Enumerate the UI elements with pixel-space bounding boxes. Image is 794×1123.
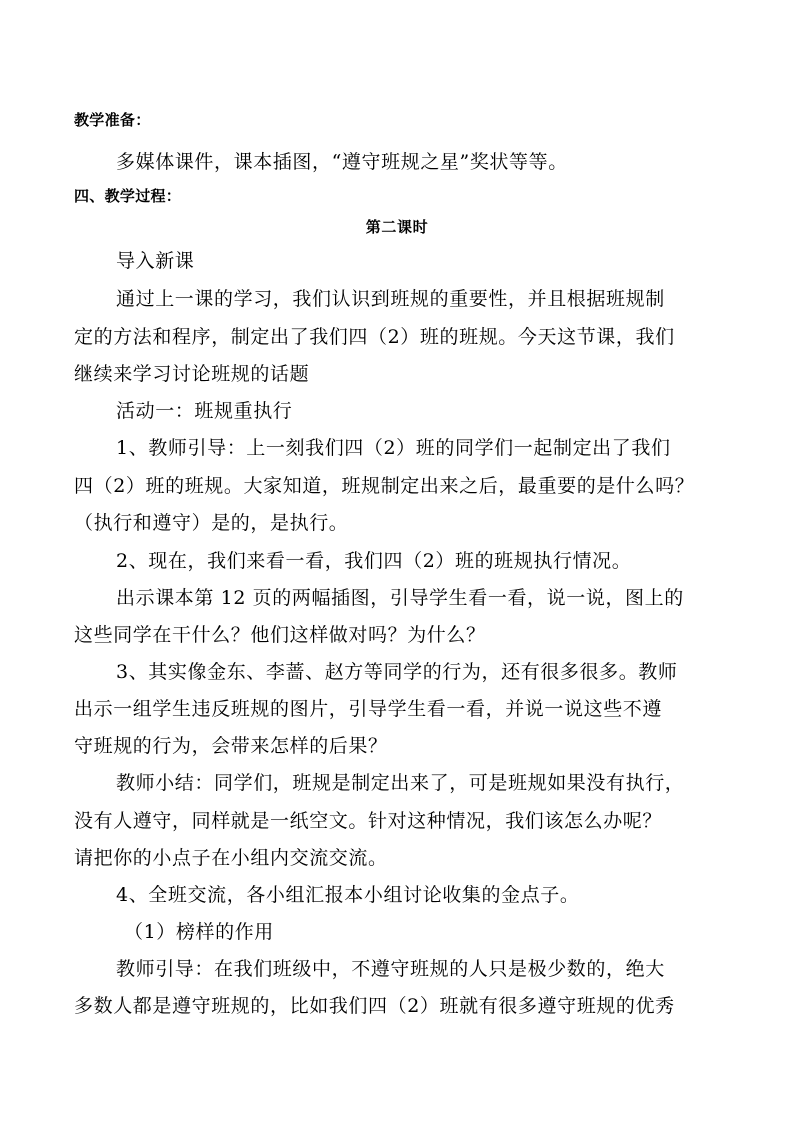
paragraph-line: 继续来学习讨论班规的话题 bbox=[74, 363, 310, 385]
lesson-title: 第二课时 bbox=[365, 218, 429, 236]
paragraph-line: 4、全班交流，各小组汇报本小组讨论收集的金点子。 bbox=[116, 884, 580, 906]
paragraph-line: 活动一：班规重执行 bbox=[116, 400, 293, 422]
paragraph-line: 没有人遵守，同样就是一纸空文。针对这种情况，我们该怎么办呢？ bbox=[74, 810, 663, 832]
paragraph-line: 2、现在，我们来看一看，我们四（2）班的班规执行情况。 bbox=[116, 550, 632, 572]
paragraph-line: 出示一组学生违反班规的图片，引导学生看一看，并说一说这些不遵 bbox=[74, 698, 663, 720]
paragraph-line: 出示课本第 12 页的两幅插图，引导学生看一看，说一说，图上的 bbox=[116, 587, 684, 609]
paragraph-line: 四（2）班的班规。大家知道，班规制定出来之后，最重要的是什么吗？ bbox=[74, 475, 695, 497]
paragraph-line: 这些同学在干什么？他们这样做对吗？为什么？ bbox=[74, 624, 486, 646]
paragraph-line: 导入新课 bbox=[116, 250, 195, 272]
paragraph-line: 守班规的行为，会带来怎样的后果？ bbox=[74, 735, 388, 757]
paragraph-line: （执行和遵守）是的，是执行。 bbox=[74, 512, 349, 534]
heading-teaching-process: 四、教学过程： bbox=[74, 187, 182, 205]
paragraph-line: 请把你的小点子在小组内交流交流。 bbox=[74, 847, 388, 869]
paragraph-line: 1、教师引导：上一刻我们四（2）班的同学们一起制定出了我们 bbox=[116, 437, 671, 459]
subheading-role-model: （1）榜样的作用 bbox=[124, 921, 274, 943]
paragraph-line: 通过上一课的学习，我们认识到班规的重要性，并且根据班规制 bbox=[116, 288, 665, 310]
paragraph-line: 定的方法和程序，制定出了我们四（2）班的班规。今天这节课，我们 bbox=[74, 326, 675, 348]
paragraph-line: 教师小结：同学们，班规是制定出来了，可是班规如果没有执行， bbox=[116, 772, 685, 794]
heading-teaching-prep: 教学准备： bbox=[74, 111, 151, 129]
paragraph-line: 教师引导：在我们班级中，不遵守班规的人只是极少数的，绝大 bbox=[116, 958, 665, 980]
paragraph-line: 多媒体课件，课本插图，“遵守班规之星”奖状等等。 bbox=[116, 151, 568, 173]
paragraph-line: 多数人都是遵守班规的，比如我们四（2）班就有很多遵守班规的优秀 bbox=[74, 995, 675, 1017]
paragraph-line: 3、其实像金东、李蔷、赵方等同学的行为，还有很多很多。教师 bbox=[116, 661, 678, 683]
